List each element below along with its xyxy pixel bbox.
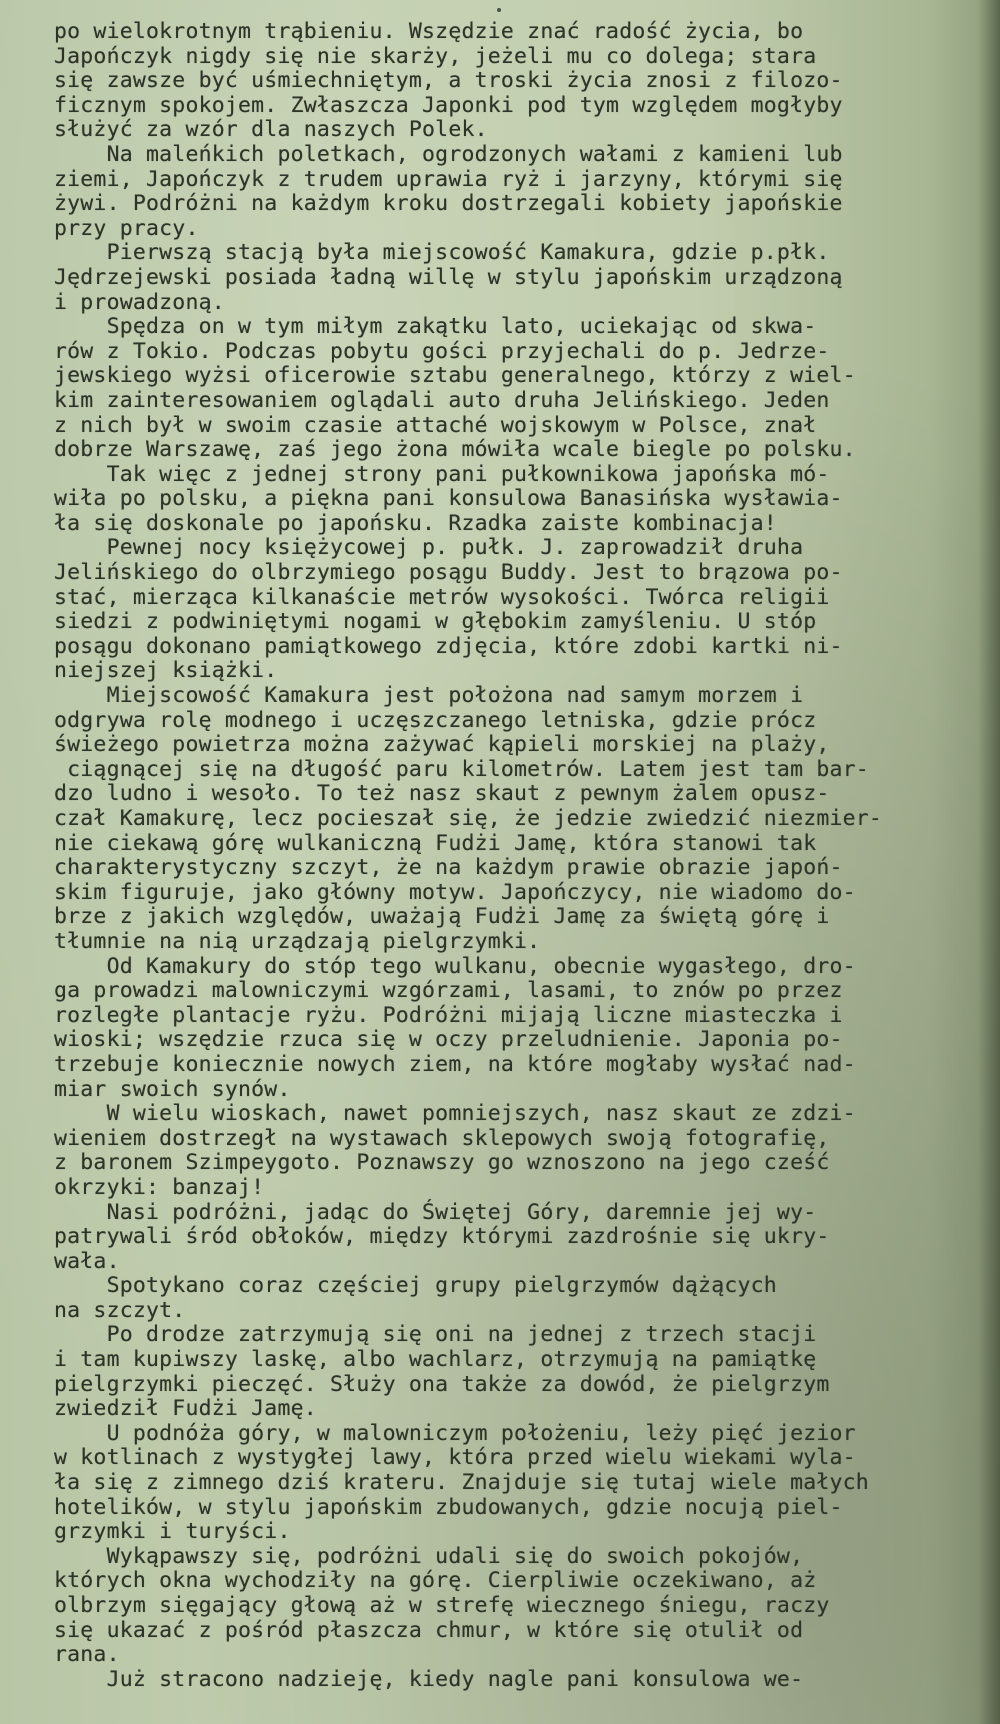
- text-line: ciągnącej się na długość paru kilometrów. Latem jest tam bar-: [54, 756, 869, 782]
- text-line: miar swoich synów.: [54, 1076, 291, 1102]
- text-line: Miejscowość Kamakura jest położona nad samym morzem i: [54, 683, 804, 709]
- page-edge-shadow: [978, 0, 1000, 1724]
- text-line: niejszej książki.: [54, 658, 278, 684]
- text-line: i tam kupiwszy laskę, albo wachlarz, otrzymują na pamiątkę: [54, 1347, 817, 1373]
- text-line: wieniem dostrzegł na wystawach sklepowych swoją fotografię,: [54, 1125, 830, 1151]
- text-line: siedzi z podwiniętymi nogami w głębokim zamyśleniu. U stóp: [54, 609, 817, 635]
- text-line: kim zainteresowaniem oglądali auto druha Jelińskiego. Jeden: [54, 387, 830, 413]
- text-line: Po drodze zatrzymują się oni na jednej z trzech stacji: [54, 1322, 817, 1348]
- text-line: Japończyk nigdy się nie skarży, jeżeli mu co dolega; stara: [54, 43, 817, 69]
- text-line: Pierwszą stacją była miejscowość Kamakura, gdzie p.płk.: [54, 240, 830, 266]
- text-line: ziemi, Japończyk z trudem uprawia ryż i jarzyny, którymi się: [54, 166, 843, 192]
- text-line: służyć za wzór dla naszych Polek.: [54, 117, 488, 143]
- text-line: U podnóża góry, w malowniczym położeniu, leży pięć jezior: [54, 1420, 856, 1446]
- text-line: stać, mierząca kilkanaście metrów wysokości. Twórca religii: [54, 584, 830, 610]
- text-line: w kotlinach z wystygłej lawy, która przed wielu wiekami wyla-: [54, 1445, 856, 1471]
- text-line: W wielu wioskach, nawet pomniejszych, nasz skaut ze zdzi-: [54, 1101, 856, 1127]
- ink-speck: [497, 8, 501, 12]
- text-line: wioski; wszędzie rzuca się w oczy przeludnienie. Japonia po-: [54, 1027, 843, 1053]
- text-line: się ukazać z pośród płaszcza chmur, w które się otulił od: [54, 1617, 804, 1643]
- text-line: grzymki i turyści.: [54, 1519, 291, 1545]
- text-line: Od Kamakury do stóp tego wulkanu, obecnie wygasłego, dro-: [54, 953, 856, 979]
- text-line: Tak więc z jednej strony pani pułkownikowa japońska mó-: [54, 461, 830, 487]
- text-line: Jelińskiego do olbrzymiego posągu Buddy. Jest to brązowa po-: [54, 560, 843, 586]
- text-line: Spotykano coraz częściej grupy pielgrzymów dążących: [54, 1273, 777, 1299]
- text-line: wała.: [54, 1248, 120, 1274]
- text-line: pielgrzymki pieczęć. Służy ona także za dowód, że pielgrzym: [54, 1371, 830, 1397]
- text-line: rana.: [54, 1642, 120, 1668]
- text-line: zwiedził Fudżi Jamę.: [54, 1396, 317, 1422]
- text-line: patrywali śród obłoków, między którymi zazdrośnie się ukry-: [54, 1224, 830, 1250]
- text-line: Nasi podróżni, jadąc do Świętej Góry, daremnie jej wy-: [54, 1199, 817, 1225]
- text-line: ła się z zimnego dziś krateru. Znajduje się tutaj wiele małych: [54, 1470, 869, 1496]
- text-line: odgrywa rolę modnego i uczęszczanego letniska, gdzie prócz: [54, 707, 817, 733]
- text-line: ga prowadzi malowniczymi wzgórzami, lasami, to znów po przez: [54, 978, 843, 1004]
- text-line: skim figuruje, jako główny motyw. Japończycy, nie wiadomo do-: [54, 879, 856, 905]
- text-line: żywi. Podróżni na każdym kroku dostrzegali kobiety japońskie: [54, 191, 843, 217]
- text-line: okrzyki: banzaj!: [54, 1174, 265, 1200]
- text-line: wiła po polsku, a piękna pani konsulowa Banasińska wysławia-: [54, 486, 843, 512]
- text-line: rozległe plantacje ryżu. Podróżni mijają liczne miasteczka i: [54, 1002, 843, 1028]
- text-line: dzo ludno i wesoło. To też nasz skaut z pewnym żalem opusz-: [54, 781, 830, 807]
- text-line: trzebuje koniecznie nowych ziem, na które mogłaby wysłać nad-: [54, 1051, 856, 1077]
- text-line: Pewnej nocy księżycowej p. pułk. J. zaprowadził druha: [54, 535, 804, 561]
- text-line: świeżego powietrza można zażywać kąpieli morskiej na plaży,: [54, 732, 830, 758]
- typewritten-text-body: [54, 20, 984, 1692]
- text-line: ła się doskonale po japońsku. Rzadka zaiste kombinacja!: [54, 510, 777, 536]
- text-line: się zawsze być uśmiechniętym, a troski życia znosi z filozo-: [54, 68, 843, 94]
- text-line: ficznym spokojem. Zwłaszcza Japonki pod tym względem mogłyby: [54, 92, 843, 118]
- text-line: przy pracy.: [54, 215, 199, 241]
- text-line: nie ciekawą górę wulkaniczną Fudżi Jamę, która stanowi tak: [54, 830, 817, 856]
- text-line: na szczyt.: [54, 1297, 186, 1323]
- text-line: których okna wychodziły na górę. Cierpliwie oczekiwano, aż: [54, 1568, 817, 1594]
- text-line: Wykąpawszy się, podróżni udali się do swoich pokojów,: [54, 1543, 804, 1569]
- text-line: czał Kamakurę, lecz pocieszał się, że jedzie zwiedzić niezmier-: [54, 806, 883, 831]
- text-line: brze z jakich względów, uważają Fudżi Jamę za świętą górę i: [54, 904, 830, 930]
- text-line: z nich był w swoim czasie attaché wojskowym w Polsce, znał: [54, 412, 817, 438]
- text-line: Spędza on w tym miłym zakątku lato, uciekając od skwa-: [54, 314, 817, 340]
- text-line: tłumnie na nią urządzają pielgrzymki.: [54, 928, 541, 954]
- text-line: po wielokrotnym trąbieniu. Wszędzie znać radość życia, bo: [54, 19, 804, 44]
- text-line: z baronem Szimpeygoto. Poznawszy go wznoszono na jego cześć: [54, 1150, 830, 1176]
- text-line: rów z Tokio. Podczas pobytu gości przyjechali do p. Jedrze-: [54, 338, 830, 364]
- text-line: posągu dokonano pamiątkowego zdjęcia, które zdobi kartki ni-: [54, 633, 843, 659]
- text-line: Na maleńkich poletkach, ogrodzonych wałami z kamieni lub: [54, 141, 843, 167]
- text-line: hotelików, w stylu japońskim zbudowanych, gdzie nocują piel-: [54, 1494, 843, 1520]
- text-line: Już stracono nadzieję, kiedy nagle pani konsulowa we-: [54, 1666, 804, 1692]
- text-line: i prowadzoną.: [54, 289, 225, 315]
- text-line: dobrze Warszawę, zaś jego żona mówiła wcale biegle po polsku.: [54, 437, 856, 463]
- text-line: jewskiego wyżsi oficerowie sztabu generalnego, którzy z wiel-: [54, 363, 856, 389]
- text-line: charakterystyczny szczyt, że na każdym prawie obrazie japoń-: [54, 855, 843, 881]
- text-line: olbrzym sięgający głową aż w strefę wiecznego śniegu, raczy: [54, 1593, 830, 1618]
- text-line: Jędrzejewski posiada ładną willę w stylu japońskim urządzoną: [54, 264, 843, 290]
